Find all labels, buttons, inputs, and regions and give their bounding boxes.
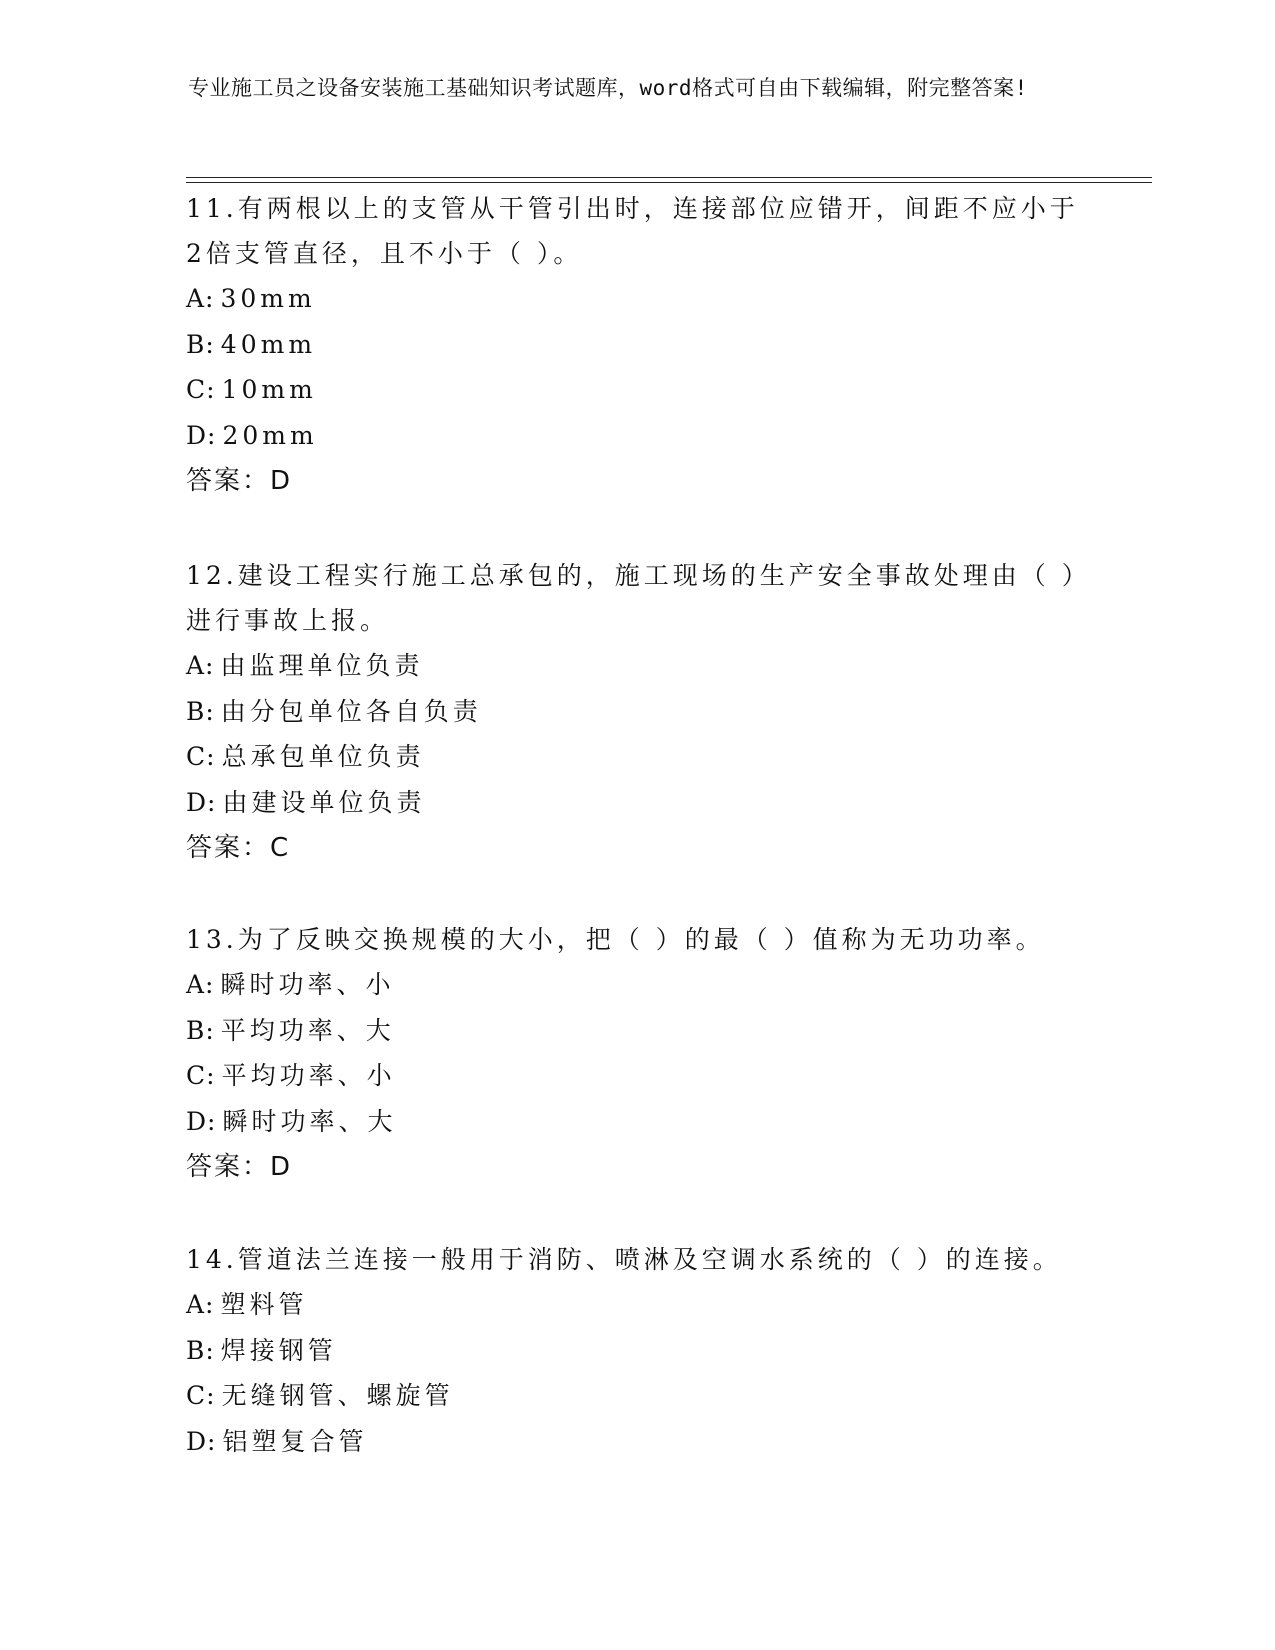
option-text: 由分包单位各自负责 [220, 696, 482, 726]
answer-line: 答案：D [186, 466, 293, 496]
option-key: B: [186, 696, 215, 726]
option-b [186, 1328, 1086, 1374]
header-divider-top [186, 177, 1152, 178]
option-text: 平均功率、小 [221, 1061, 396, 1090]
option-key: B: [186, 1015, 215, 1045]
option-text: 焊接钢管 [220, 1335, 337, 1365]
question-stem: 14.管道法兰连接一般用于消防、喷淋及空调水系统的（ ）的连接。 [186, 1245, 1062, 1274]
option-text: 20mm [222, 420, 318, 450]
question-14 [186, 1237, 1086, 1464]
option-d [186, 1099, 1086, 1145]
question-stem: 11.有两根以上的支管从干管引出时，连接部位应错开，间距不应小于2倍支管直径，且不小于（ ）。 [186, 194, 1079, 268]
option-text: 瞬时功率、大 [222, 1106, 397, 1136]
option-key: B: [186, 1335, 215, 1365]
header-divider-bottom [186, 182, 1152, 183]
option-key: C: [186, 1381, 216, 1410]
question-13 [186, 917, 1086, 1190]
option-a [186, 962, 1086, 1008]
option-a [186, 643, 1086, 689]
option-key: C: [186, 1061, 216, 1090]
document-header: 专业施工员之设备安装施工基础知识考试题库，word格式可自由下载编辑，附完整答案! [188, 76, 1028, 100]
option-c [186, 1373, 1086, 1419]
option-key: C: [186, 742, 216, 771]
option-d [186, 1419, 1086, 1465]
option-b [186, 322, 1086, 368]
option-key: A: [186, 970, 215, 999]
option-text: 40mm [220, 329, 317, 359]
option-text: 总承包单位负责 [221, 742, 425, 771]
question-stem: 12.建设工程实行施工总承包的，施工现场的生产安全事故处理由（ ）进行事故上报。 [186, 561, 1079, 635]
option-b [186, 1008, 1086, 1054]
option-text: 由建设单位负责 [222, 787, 426, 817]
question-11 [186, 186, 1086, 504]
option-c [186, 367, 1086, 413]
question-stem: 13.为了反映交换规模的大小，把（ ）的最（ ）值称为无功功率。 [186, 925, 1045, 954]
option-text: 瞬时功率、小 [220, 970, 395, 999]
option-text: 无缝钢管、螺旋管 [221, 1381, 454, 1410]
option-text: 10mm [221, 375, 317, 404]
option-key: A: [186, 284, 215, 313]
question-12 [186, 553, 1086, 871]
option-key: A: [186, 1290, 215, 1319]
option-text: 平均功率、大 [220, 1015, 395, 1045]
option-a [186, 276, 1086, 322]
answer-line: 答案：C [186, 833, 291, 863]
option-key: D: [186, 1106, 217, 1136]
option-text: 铝塑复合管 [222, 1426, 368, 1456]
option-b [186, 689, 1086, 735]
option-c [186, 734, 1086, 780]
option-key: D: [186, 1426, 217, 1456]
option-text: 塑料管 [220, 1290, 308, 1319]
option-d [186, 413, 1086, 459]
option-key: D: [186, 787, 217, 817]
option-text: 30mm [220, 284, 316, 313]
option-text: 由监理单位负责 [220, 651, 424, 680]
answer-line: 答案：D [186, 1152, 293, 1182]
option-key: A: [186, 651, 215, 680]
option-d [186, 780, 1086, 826]
option-key: B: [186, 329, 215, 359]
option-a [186, 1282, 1086, 1328]
option-c [186, 1053, 1086, 1099]
option-key: C: [186, 375, 216, 404]
option-key: D: [186, 420, 217, 450]
